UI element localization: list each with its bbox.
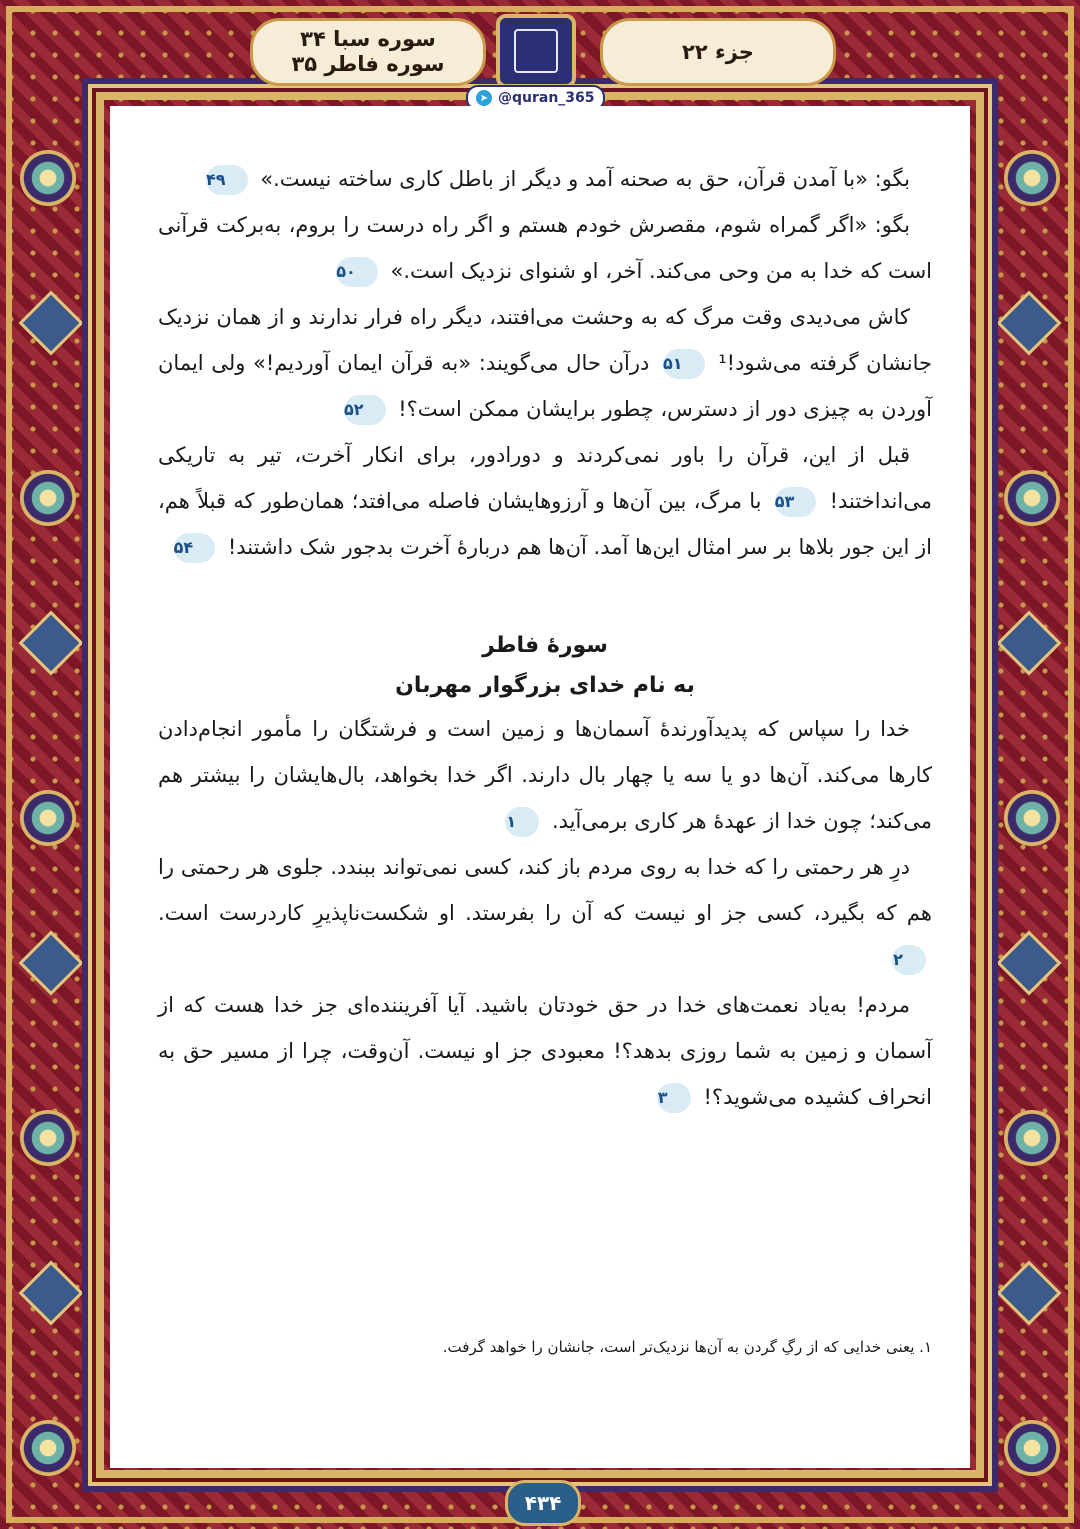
page-body <box>110 106 970 1468</box>
surah-label-current: سوره سبا ۳۴ <box>300 27 436 51</box>
quran-logo <box>496 14 576 88</box>
verse-text: با مرگ، بین آن‌ها و آرزوهایشان فاصله می‌افتد؛ همان‌طور که قبلاً هم، از این جور بلاها بر سر امثال این‌ها آمد. آن‌ها هم دربارهٔ آخرت بدجور شک داشتند! <box>158 489 932 559</box>
ayah-number-badge: ۲ <box>892 945 926 975</box>
medallion-ornament <box>20 470 76 526</box>
logo-mark <box>514 29 558 73</box>
ayah-number-badge: ۴۹ <box>206 165 248 195</box>
verse-text: درآن حال می‌گویند: «به قرآن ایمان آوردیم!» ولی ایمان آوردن به چیزی دور از دسترس، چطور برایشان ممکن است؟! <box>158 351 932 421</box>
verse-text: بگو: «اگر گمراه شوم، مقصرش خودم هستم و اگر راه درست را بروم، به‌برکت قرآنی است که خدا به من وحی می‌کند. آخر، او شنوای نزدیک است.» <box>158 213 932 283</box>
paragraph <box>158 156 932 202</box>
ayah-number-badge: ۵۳ <box>775 487 817 517</box>
ayah-number-badge: ۱ <box>505 807 539 837</box>
medallion-ornament <box>1004 150 1060 206</box>
surah-header-cartouche <box>250 18 486 86</box>
verse-text: خدا را سپاس که پدیدآورندهٔ آسمان‌ها و زمین است و فرشتگان را مأمور انجام‌دادن کارها می‌کند. آن‌ها دو یا سه یا چهار بال دارند. اگر خدا بخواهد، بال‌هایشان را بیشتر هم می‌کند؛ چون خدا از عهدهٔ هر کاری برمی‌آید. <box>158 717 932 833</box>
page-number: ۴۳۴ <box>505 1480 581 1526</box>
juz-header-cartouche <box>600 18 836 86</box>
paragraph <box>158 844 932 982</box>
juz-label: جزء ۲۲ <box>682 39 754 64</box>
medallion-ornament <box>1004 1110 1060 1166</box>
ayah-number-badge: ۵۲ <box>344 395 386 425</box>
paragraph <box>158 706 932 844</box>
verse-text: کاش می‌دیدی وقت مرگ که به وحشت می‌افتند، دیگر راه فرار ندارند و از همان نزدیک جانشان گرفته می‌شود!¹ <box>158 305 932 375</box>
paragraph <box>158 982 932 1120</box>
paragraph <box>158 432 932 570</box>
medallion-ornament <box>1004 470 1060 526</box>
surah-label-next: سوره فاطر ۳۵ <box>291 52 445 76</box>
ayah-number-badge: ۵۱ <box>663 349 705 379</box>
medallion-ornament <box>20 1110 76 1166</box>
footnote: ۱. یعنی خدایی که از رگِ گردن به آن‌ها نزدیک‌تر است، جانشان را خواهد گرفت. <box>442 1338 932 1356</box>
paragraph <box>158 294 932 432</box>
medallion-ornament <box>20 790 76 846</box>
medallion-ornament <box>20 1420 76 1476</box>
paragraph <box>158 202 932 294</box>
medallion-ornament <box>20 150 76 206</box>
medallion-ornament <box>1004 790 1060 846</box>
translation-text <box>158 156 932 1120</box>
channel-handle: @quran_365 <box>498 90 595 106</box>
surah-title: سورهٔ فاطر <box>482 633 608 658</box>
verse-text: درِ هر رحمتی را که خدا به روی مردم باز کند، کسی نمی‌تواند ببندد. جلوی هر رحمتی را هم که بگیرد، کسی جز او نیست که آن را بفرستد. او شکست‌ناپذیرِ کاردرست است. <box>158 855 932 925</box>
verse-text: مردم! به‌یاد نعمت‌های خدا در حق خودتان باشید. آیا آفریننده‌ای جز خدا هست که از آسمان و زمین به شما روزی بدهد؟! معبودی جز او نیست. آن‌وقت، چرا از مسیر حق به انحراف کشیده می‌شوید؟! <box>158 993 932 1109</box>
verse-text: بگو: «با آمدن قرآن، حق به صحنه آمد و دیگر از باطل کاری ساخته نیست.» <box>260 167 910 191</box>
medallion-ornament <box>1004 1420 1060 1476</box>
ayah-number-badge: ۵۰ <box>336 257 378 287</box>
verse-text: قبل از این، قرآن را باور نمی‌کردند و دورادور، برای انکار آخرت، تیر به تاریکی می‌انداختند! <box>158 443 932 513</box>
basmala: به نام خدای بزرگوار مهربان <box>395 673 695 698</box>
telegram-icon: ➤ <box>476 90 492 106</box>
ayah-number-badge: ۵۴ <box>174 533 216 563</box>
ayah-number-badge: ۳ <box>657 1083 691 1113</box>
